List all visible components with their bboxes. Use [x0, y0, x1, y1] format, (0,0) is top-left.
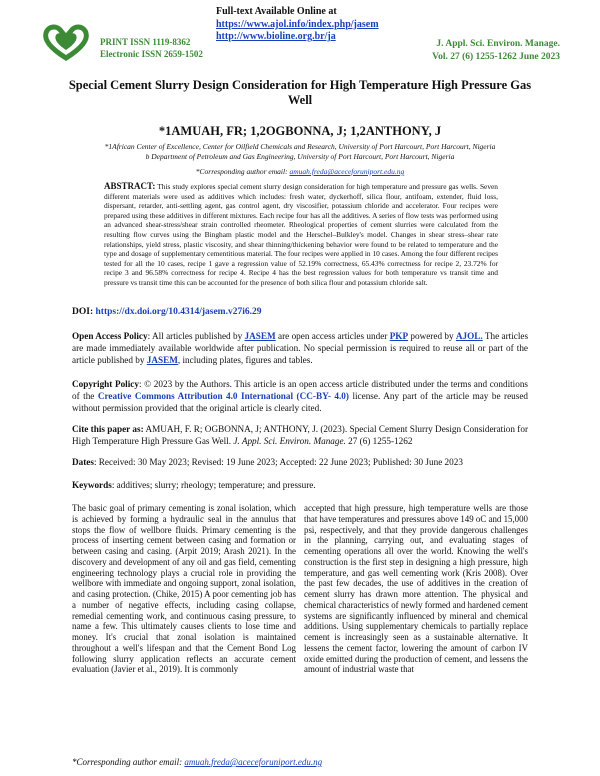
open-access-label: Open Access Policy [72, 331, 148, 341]
doi-link[interactable]: https://dx.doi.org/10.4314/jasem.v27i6.29 [95, 307, 262, 317]
copyright-label: Copyright Policy [72, 379, 139, 389]
license-link[interactable]: Creative Commons Attribution 4.0 International (CC-BY- 4.0) [97, 391, 349, 402]
corresponding-email[interactable]: amuah.freda@aceceforuniport.edu.ng [289, 167, 405, 176]
journal-reference [432, 38, 560, 63]
corresponding-author [60, 167, 540, 176]
electronic-issn: Electronic ISSN 2659-1502 [100, 49, 203, 59]
abstract-label: ABSTRACT: [104, 181, 156, 191]
cite-label: Cite this paper as: [72, 424, 144, 434]
jasem-link[interactable]: JASEM [244, 331, 276, 341]
journal-header [0, 0, 600, 72]
journal-url-ajol[interactable]: https://www.ajol.info/index.php/jasem [216, 18, 379, 30]
doi-line [72, 307, 262, 317]
copyright-text-1: : © 2023 by the Authors. This article is an open access article distributed under the terms and conditions of the [72, 379, 528, 402]
issn-block [100, 36, 203, 60]
cite-journal: J. Appl. Sci. Environ. Manage. [233, 436, 346, 447]
article-title: Special Cement Slurry Design Consideration for High Temperature High Pressure Gas Well [68, 78, 532, 107]
open-access-text-4: The articles are made immediately available worldwide after publication. No special permission is required to reuse all or part of the article published by [72, 331, 529, 366]
available-label: Full-text Available Online at [216, 6, 337, 17]
affiliations [60, 142, 540, 161]
dates-label: Dates [72, 457, 94, 467]
abstract [104, 182, 498, 288]
doi-label: DOI: [72, 307, 94, 317]
jasem-link-2[interactable]: JASEM [146, 355, 178, 366]
availability-block [216, 6, 379, 44]
open-access-text-2: are open access articles under [278, 331, 388, 341]
dates-text: : Received: 30 May 2023; Revised: 19 June 2023; Accepted: 22 June 2023; Published: 30 June 2023 [93, 457, 463, 467]
keywords-text: : additives; slurry; rheology; temperature; and pressure. [111, 480, 316, 490]
journal-name: J. Appl. Sci. Environ. Manage. [436, 39, 560, 49]
article-authors: *1AMUAH, FR; 1,2OGBONNA, J; 1,2ANTHONY, J [158, 124, 442, 138]
footer-label: *Corresponding author email: [72, 757, 183, 767]
citation [72, 423, 528, 447]
copyright-policy [72, 378, 528, 415]
ajol-link[interactable]: AJOL. [455, 331, 483, 341]
print-issn: PRINT ISSN 1119-8362 [100, 37, 191, 47]
footer-corresponding [72, 757, 322, 767]
affiliation-b: b Department of Petroleum and Gas Engineering, University of Port Harcourt, Port Harcourt, Nigeria [145, 151, 455, 161]
abstract-text: This study explores special cement slurry design consideration for high temperature and pressure gas wells. Seven different materials were used as additives which includes: fresh water, dyckerhoff, silica flour, antifoam, extender, fluid loss, dispersant, retarder, anti-settling agent, gas control agent, dry viscosifier, potassium chloride and accelerator. Four recipes were prepared using these additives in different mixtures. Each recipe four has all the additives. A series of flow tests was performed using an advanced shear-stress/shear strain controlled rheometer. Rheological properties of cement slurries were calculated from the resulting flow curves using the Bingham plastic model and the Herschel–Bulkley's model. Changes in shear stress–shear rate relationships, yield stress, plastic viscosity, and shear thinning/thickening behavior were found to be related to temperature and the type and dosage of supplementary cementitious material. The four recipes were applied in 10 cases. Among the four different recipes tested for all the 10 cases, recipe 1 gave a regression value of 52.19% correctness, 65.43% correctness for recipe 2, 23.72% for recipe 3 and 96.58% correctness for recipe 4. Recipe 4 has the best regression values for both temperature vs transit time and pressure vs transit time this can be accounted for the presence of both silica flour and potassium chloride salt. [104, 182, 499, 287]
body-column-left: The basic goal of primary cementing is zonal isolation, which is achieved by forming a hydraulic seal in the annulus that stops the flow of wellbore fluids. Primary cementing is the process of inserting cement between casing and formation or between casing and casing. (Arpit 2019; Arash 2021). In the discovery and development of any oil and gas field, cementing engineering technology plays a crucial role in providing the wellbore with immediate and ongoing support, zonal isolation, and casing protection. (Chike, 2015) A poor cementing job has a number of negative effects, including casing collapse, remedial cementing work, and continuous casing pressure, to name a few. This ultimately causes clients to lose time and money. It's crucial that zonal isolation is maintained throughout a well's lifespan and that the Cement Bond Log following slurry application reflects an accurate cement evaluation (Javier et al., 2019). It is commonly [72, 503, 296, 675]
affiliation-a: *1African Center of Excellence, Center for Oilfield Chemicals and Research, University of Port Harcourt, Port Harcourt, Nigeria [104, 142, 496, 151]
open-access-text-1: : All articles published by [147, 331, 243, 341]
footer-email[interactable]: amuah.freda@aceceforuniport.edu.ng [184, 757, 323, 767]
cite-text-1: AMUAH, F. R; OGBONNA, J; ANTHONY, J. (2023). Special Cement Slurry Design Consideration for High Temperature High Pressure Gas Well. [72, 424, 529, 447]
journal-logo-icon [40, 22, 92, 62]
open-access-text-3: powered by [410, 331, 454, 341]
pkp-link[interactable]: PKP [389, 331, 409, 341]
keywords-label: Keywords [72, 480, 112, 490]
corresponding-label: *Corresponding author email: [195, 167, 288, 176]
copyright-text-2: license. Any part of the article may be reused without permission provided that the original article is clearly cited. [72, 391, 528, 414]
open-access-text-5: , including plates, figures and tables. [177, 355, 313, 366]
journal-url-bioline[interactable]: http://www.bioline.org.br/ja [216, 31, 336, 42]
keywords [72, 479, 528, 491]
dates [72, 456, 528, 468]
open-access-policy [72, 330, 528, 367]
cite-text-2: 27 (6) 1255-1262 [348, 436, 413, 447]
journal-volume: Vol. 27 (6) 1255-1262 June 2023 [432, 51, 560, 62]
body-column-right: accepted that high pressure, high temperature wells are those that have temperatures and pressures above 149 oC and 15,000 psi, respectively, and that they provide dangerous challenges in the planning, carrying out, and evaluating stages of cementing operations all over the world. Knowing the well's construction is the first step in designing a high pressure, high temperature, and gas well cementing work (Kris 2008). Over the past few decades, the use of additives in the creation of cement slurry has drawn more attention. The physical and chemical characteristics of newly formed and hardened cement systems are significantly influenced by mineral and chemical additions. Using supplementary chemicals to partially replace cement is increasingly seen as a sustainable alternative. It lessens the cement factor, lowering the amount of carbon IV oxide emitted during the production of cement, and lessens the amount of industrial waste that [304, 503, 528, 675]
